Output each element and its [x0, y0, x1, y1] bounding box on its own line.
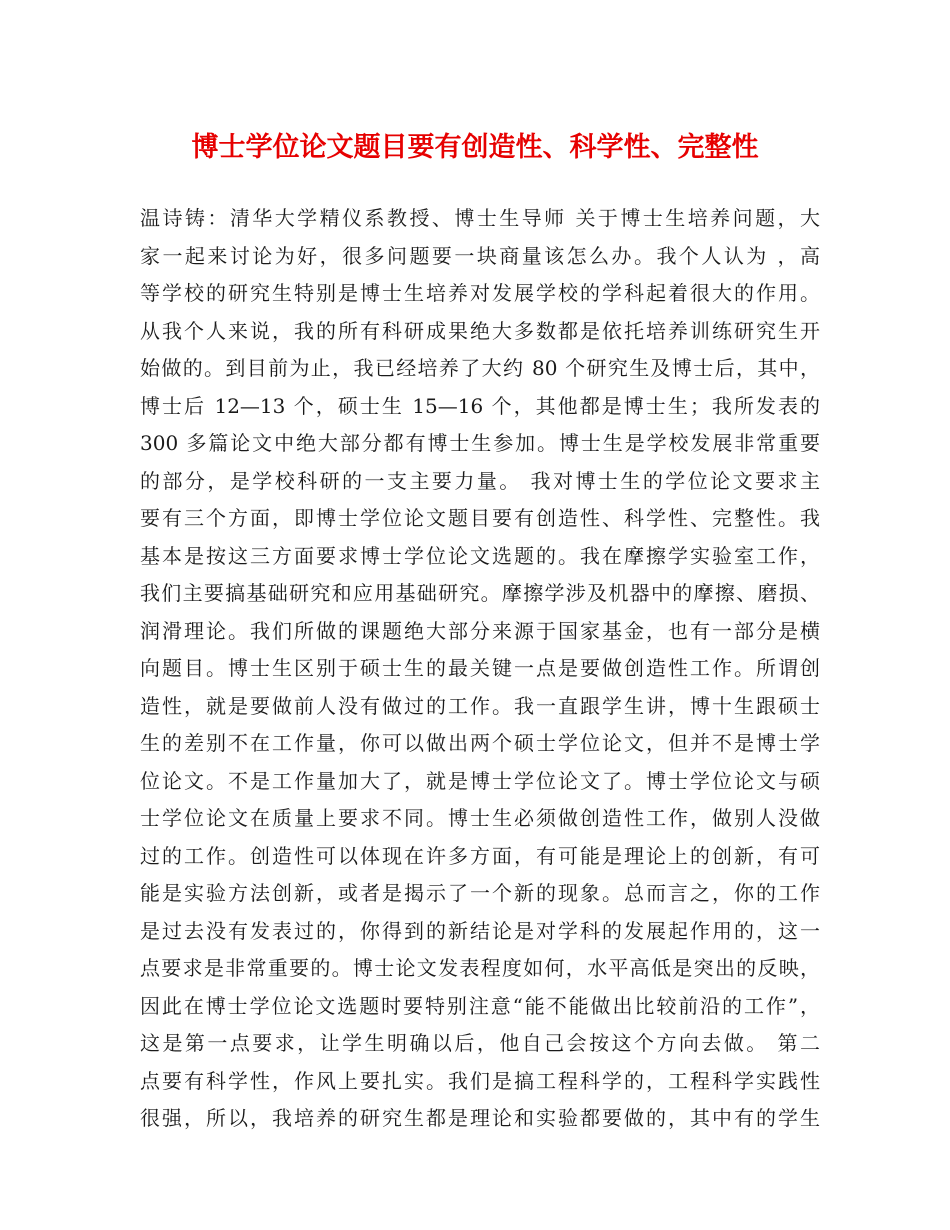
body-line: 始做的。到目前为止，我已经培养了大约 80 个研究生及博士后，其中， — [140, 356, 820, 380]
body-line: 造性，就是要做前人没有做过的工作。我一直跟学生讲，博十生跟硕士 — [140, 693, 820, 718]
body-line: 点要有科学性，作风上要扎实。我们是搞工程科学的，工程科学实践性 — [140, 1068, 820, 1093]
body-line: 基本是按这三方面要求博士学位论文选题的。我在摩擦学实验室工作， — [140, 543, 820, 568]
body-line: 生的差别不在工作量，你可以做出两个硕士学位论文，但并不是博士学 — [140, 731, 820, 755]
body-line: 300 多篇论文中绝大部分都有博士生参加。博士生是学校发展非常重要 — [140, 431, 820, 455]
body-line: 位论文。不是工作量加大了，就是博士学位论文了。博士学位论文与硕 — [140, 768, 820, 793]
body-line: 润滑理论。我们所做的课题绝大部分来源于国家基金，也有一部分是横 — [140, 618, 820, 643]
body-line: 士学位论文在质量上要求不同。博士生必须做创造性工作，做别人没做 — [140, 806, 820, 830]
body-line: 能是实验方法创新，或者是揭示了一个新的现象。总而言之，你的工作 — [140, 881, 820, 905]
body-line: 是过去没有发表过的，你得到的新结论是对学科的发展起作用的，这一 — [140, 918, 820, 943]
body-line: 因此在博士学位论文选题时要特别注意“能不能做出比较前沿的工作”， — [140, 993, 820, 1018]
body-line: 向题目。博士生区别于硕士生的最关键一点是要做创造性工作。所谓创 — [140, 656, 820, 680]
body-line: 家一起来讨论为好，很多问题要一块商量该怎么办。我个人认为 ，高 — [140, 243, 820, 268]
document-title: 博士学位论文题目要有创造性、科学性、完整性 — [191, 132, 759, 163]
body-line: 过的工作。创造性可以体现在许多方面，有可能是理论上的创新，有可 — [140, 843, 820, 868]
body-line: 这是第一点要求，让学生明确以后，他自己会按这个方向去做。 第二 — [140, 1031, 820, 1055]
body-line: 温诗铸：清华大学精仪系教授、博士生导师 关于博士生培养问题，大 — [140, 206, 820, 230]
body-line: 博士后 12—13 个，硕士生 15—16 个，其他都是博士生；我所发表的 — [140, 393, 820, 418]
body-line: 的部分，是学校科研的一支主要力量。 我对博士生的学位论文要求主 — [140, 468, 820, 493]
body-line: 要有三个方面，即博士学位论文题目要有创造性、科学性、完整性。我 — [140, 506, 820, 530]
body-line: 很强，所以，我培养的研究生都是理论和实验都要做的，其中有的学生 — [140, 1106, 820, 1130]
body-line: 从我个人来说，我的所有科研成果绝大多数都是依托培养训练研究生开 — [140, 318, 820, 343]
body-line: 我们主要搞基础研究和应用基础研究。摩擦学涉及机器中的摩擦、磨损、 — [140, 581, 820, 605]
body-line: 点要求是非常重要的。博士论文发表程度如何，水平高低是突出的反映， — [140, 956, 820, 980]
document-body — [140, 200, 820, 1138]
body-line: 等学校的研究生特别是博士生培养对发展学校的学科起着很大的作用。 — [140, 281, 820, 305]
